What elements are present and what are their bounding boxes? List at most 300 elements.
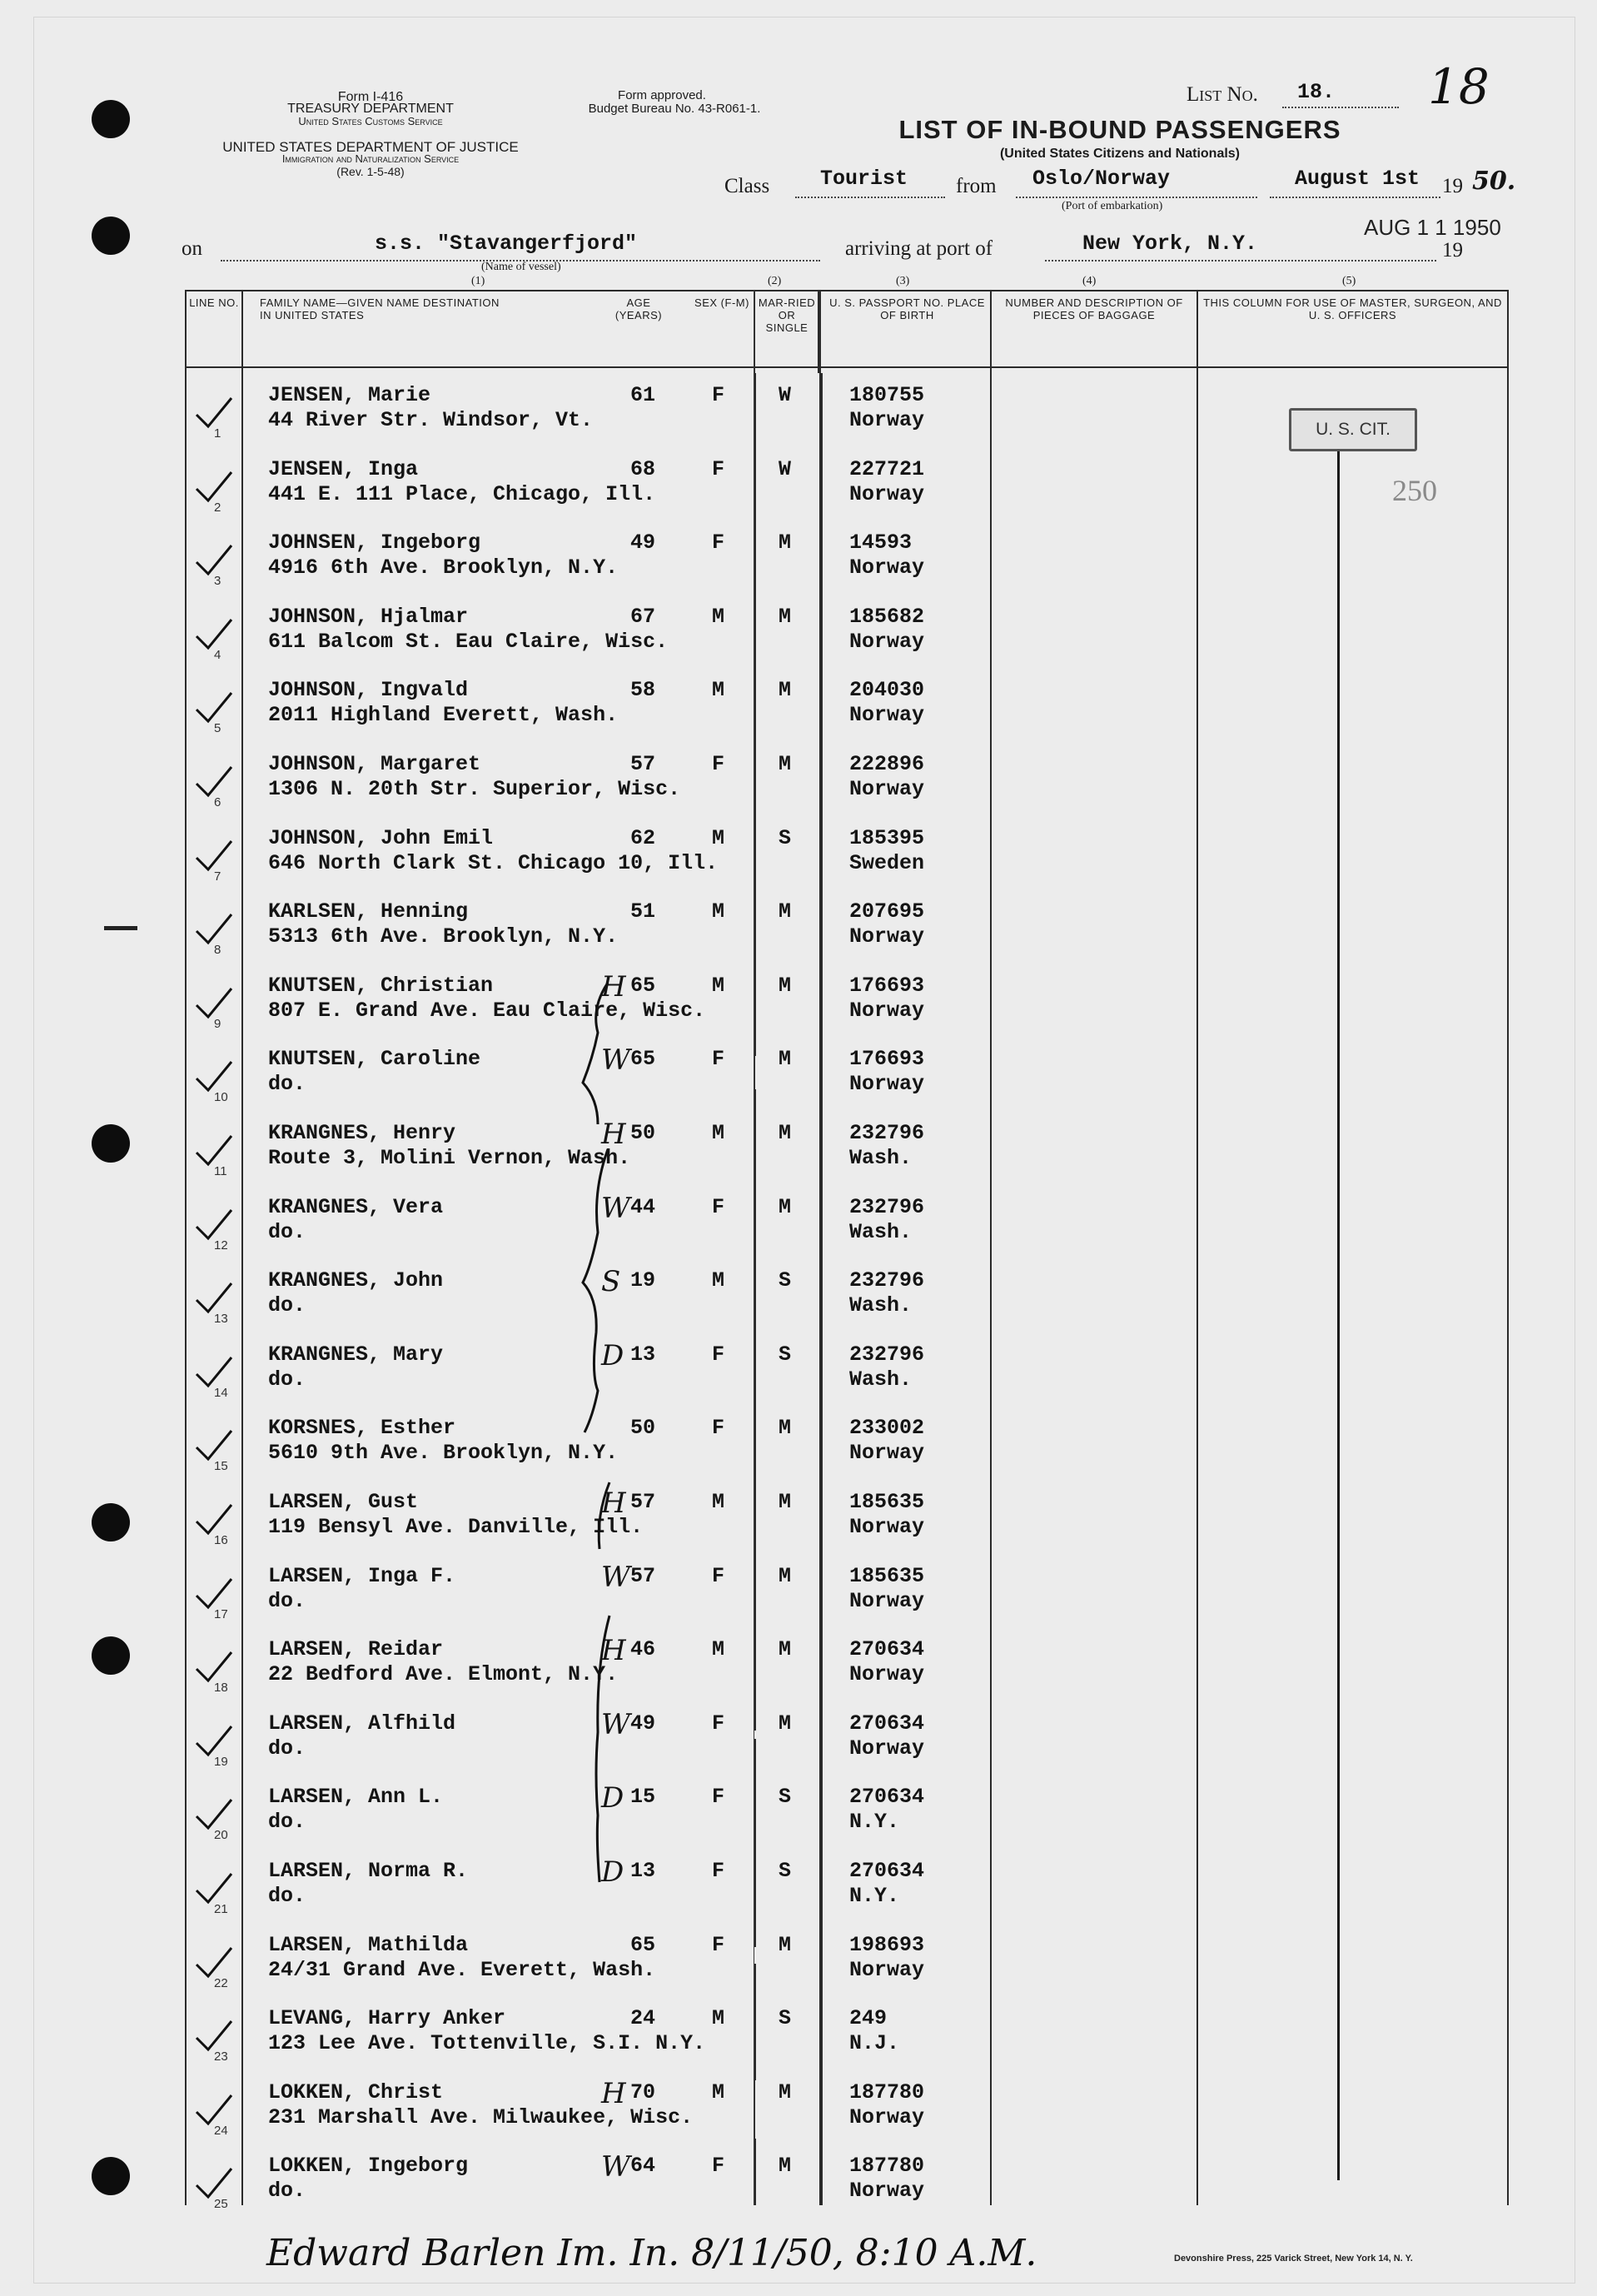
marital-status: S — [779, 1342, 792, 1367]
marital-status: M — [779, 2154, 792, 2179]
passenger-name: KRANGNES, Henry — [268, 1121, 456, 1145]
table-row — [185, 2072, 1509, 2146]
revision: (Rev. 1-5-48) — [336, 165, 405, 178]
arrival-date-stamp: AUG 1 1 1950 — [1364, 215, 1501, 240]
check-mark — [195, 1946, 233, 1980]
destination-address: 2011 Highland Everett, Wash. — [268, 703, 619, 728]
place-of-birth: Norway — [849, 1441, 925, 1466]
table-row — [185, 596, 1509, 670]
sex-value: M — [712, 1637, 725, 1662]
family-relation-note: H — [601, 2076, 626, 2110]
bracket-marks — [575, 983, 633, 2232]
line-number: 7 — [214, 869, 221, 884]
header-name: FAMILY NAME—GIVEN NAME DESTINATION IN UNITED STATES — [260, 296, 500, 321]
date-line — [1270, 197, 1440, 198]
marital-status: S — [779, 2006, 792, 2031]
inspector-signature: Edward Barlen Im. In. 8/11/50, 8:10 A.M. — [266, 2232, 1037, 2274]
passport-number: 207695 — [849, 899, 925, 924]
passport-number: 198693 — [849, 1932, 925, 1957]
passenger-name: JOHNSON, Margaret — [268, 752, 481, 776]
check-mark — [195, 913, 233, 946]
family-relation-note: H — [601, 1118, 626, 1151]
header-line-no: LINE NO. — [189, 296, 239, 309]
departure-date: August 1st — [1295, 167, 1420, 191]
line-number: 19 — [214, 1754, 228, 1769]
vessel-label: (Name of vessel) — [481, 261, 561, 273]
marital-status: M — [779, 1637, 792, 1662]
destination-address: 24/31 Grand Ave. Everett, Wash. — [268, 1957, 656, 1982]
age-value: 70 — [630, 2079, 656, 2104]
marital-status: M — [779, 1490, 792, 1514]
line-number: 11 — [214, 1164, 227, 1178]
passenger-name: LARSEN, Reidar — [268, 1637, 444, 1662]
check-mark — [195, 1356, 233, 1389]
table-row — [185, 449, 1509, 523]
treasury-dept: TREASURY DEPARTMENT — [287, 102, 454, 116]
line-number: 5 — [214, 721, 221, 736]
page-title: LIST OF IN-BOUND PASSENGERS — [898, 115, 1341, 144]
marital-status: S — [779, 1859, 792, 1883]
sex-value: M — [712, 678, 725, 703]
check-mark — [195, 1503, 233, 1536]
place-of-birth: Norway — [849, 555, 925, 580]
line-number: 15 — [214, 1459, 228, 1474]
list-no-label: List No. — [1187, 83, 1258, 106]
check-mark — [195, 544, 233, 577]
column-number: (5) — [1342, 275, 1356, 287]
table-row — [185, 1038, 1509, 1113]
sex-value: F — [712, 1711, 725, 1736]
passenger-name: KRANGNES, Vera — [268, 1194, 444, 1219]
from-line — [1016, 197, 1257, 198]
line-number: 4 — [214, 647, 221, 662]
family-relation-note: W — [601, 1043, 630, 1078]
form-number: Form I-416 — [337, 90, 404, 104]
destination-address: 807 E. Grand Ave. Eau Claire, Wisc. — [268, 998, 706, 1023]
line-number: 2 — [214, 500, 221, 515]
check-mark — [195, 1208, 233, 1242]
year-prefix-2: 19 — [1442, 239, 1463, 261]
passport-number: 270634 — [849, 1637, 925, 1662]
table-row — [185, 1187, 1509, 1261]
passport-number: 176693 — [849, 1047, 925, 1072]
header-officers: THIS COLUMN FOR USE OF MASTER, SURGEON, AND U. S. OFFICERS — [1203, 296, 1502, 321]
binder-hole — [92, 1124, 130, 1163]
destination-address: 119 Bensyl Ave. Danville, Ill. — [268, 1515, 644, 1539]
passenger-name: JENSEN, Marie — [268, 383, 431, 407]
table-row — [185, 1556, 1509, 1630]
passenger-name: JOHNSEN, Ingeborg — [268, 530, 481, 555]
table-row — [185, 1407, 1509, 1482]
passenger-name: KRANGNES, Mary — [268, 1342, 444, 1367]
marital-status: M — [779, 1932, 792, 1957]
marital-status: W — [779, 383, 792, 407]
passport-number: 270634 — [849, 1711, 925, 1736]
age-value: 65 — [630, 1047, 656, 1072]
year-value: 50. — [1472, 167, 1516, 196]
sex-value: F — [712, 1785, 725, 1810]
passport-number: 270634 — [849, 1785, 925, 1810]
age-value: 65 — [630, 1932, 656, 1957]
passenger-name: KNUTSEN, Christian — [268, 973, 494, 998]
passenger-name: KORSNES, Esther — [268, 1416, 456, 1441]
header-married: MAR-RIED OR SINGLE — [758, 296, 816, 334]
line-number: 22 — [214, 1975, 228, 1990]
passenger-name: JOHNSON, Hjalmar — [268, 604, 469, 629]
destination-address: do. — [268, 2179, 306, 2204]
class-label: Class — [724, 175, 770, 197]
sex-value: F — [712, 1194, 725, 1219]
sex-value: F — [712, 1047, 725, 1072]
passenger-table — [185, 290, 1509, 2212]
printer-imprint: Devonshire Press, 225 Varick Street, New York 14, N. Y. — [1174, 2254, 1413, 2264]
passport-number: 222896 — [849, 752, 925, 776]
passport-number: 249 — [849, 2006, 888, 2031]
destination-address: 123 Lee Ave. Tottenville, S.I. N.Y. — [268, 2031, 706, 2056]
marital-status: M — [779, 2079, 792, 2104]
sex-value: F — [712, 1416, 725, 1441]
family-relation-note: W — [601, 1191, 630, 1225]
family-relation-note: H — [601, 1634, 626, 1668]
table-row — [185, 2145, 1509, 2219]
destination-address: 22 Bedford Ave. Elmont, N.Y. — [268, 1662, 619, 1687]
line-number: 17 — [214, 1606, 228, 1621]
place-of-birth: Norway — [849, 2104, 925, 2129]
passenger-name: KRANGNES, John — [268, 1268, 444, 1293]
line-number: 9 — [214, 1016, 221, 1031]
destination-address: 5313 6th Ave. Brooklyn, N.Y. — [268, 924, 619, 949]
binder-hole — [92, 1636, 130, 1675]
on-label: on — [182, 237, 202, 260]
place-of-birth: Wash. — [849, 1367, 913, 1392]
sex-value: F — [712, 1932, 725, 1957]
header-sex: SEX (F-M) — [694, 296, 749, 309]
passenger-name: JOHNSON, John Emil — [268, 825, 494, 850]
place-of-birth: Sweden — [849, 850, 925, 875]
arrival-line — [1045, 260, 1436, 261]
place-of-birth: Norway — [849, 2179, 925, 2204]
table-row — [185, 965, 1509, 1039]
sex-value: M — [712, 825, 725, 850]
place-of-birth: Wash. — [849, 1293, 913, 1318]
destination-address: Route 3, Molini Vernon, Wash. — [268, 1146, 631, 1170]
family-relation-note: D — [601, 1781, 624, 1815]
marital-status: M — [779, 1563, 792, 1588]
passport-number: 180755 — [849, 383, 925, 407]
destination-address: do. — [268, 1810, 306, 1835]
sex-value: F — [712, 1342, 725, 1367]
line-number: 6 — [214, 795, 221, 809]
family-relation-note: H — [601, 969, 626, 1004]
age-value: 50 — [630, 1121, 656, 1145]
age-value: 13 — [630, 1342, 656, 1367]
place-of-birth: Wash. — [849, 1146, 913, 1170]
age-value: 51 — [630, 899, 656, 924]
sex-value: F — [712, 530, 725, 555]
form-approved: Form approved. — [618, 88, 706, 102]
from-value: Oslo/Norway — [1032, 167, 1171, 191]
age-value: 61 — [630, 383, 656, 407]
line-number: 24 — [214, 2123, 228, 2138]
check-mark — [195, 1060, 233, 1093]
table-row — [185, 891, 1509, 965]
place-of-birth: Norway — [849, 1588, 925, 1613]
place-of-birth: Norway — [849, 408, 925, 432]
class-line — [795, 197, 945, 198]
line-number: 1 — [214, 426, 221, 441]
destination-address: 5610 9th Ave. Brooklyn, N.Y. — [268, 1441, 619, 1466]
place-of-birth: Norway — [849, 998, 925, 1023]
place-of-birth: Norway — [849, 777, 925, 801]
marital-status: M — [779, 1416, 792, 1441]
passenger-name: LARSEN, Gust — [268, 1490, 419, 1514]
marital-status: M — [779, 973, 792, 998]
column-number: (1) — [471, 275, 485, 287]
destination-address: 611 Balcom St. Eau Claire, Wisc. — [268, 629, 669, 654]
age-value: 49 — [630, 1711, 656, 1736]
budget-bureau: Budget Bureau No. 43-R061-1. — [588, 102, 761, 116]
list-no-handwritten: 18 — [1428, 58, 1490, 115]
age-value: 15 — [630, 1785, 656, 1810]
marital-status: S — [779, 1268, 792, 1293]
arrival-port: New York, N.Y. — [1082, 232, 1258, 256]
check-mark — [195, 2167, 233, 2200]
table-row — [185, 818, 1509, 892]
arriving-label: arriving at port of — [845, 237, 993, 260]
marital-status: M — [779, 752, 792, 776]
passport-number: 187780 — [849, 2154, 925, 2179]
line-number: 20 — [214, 1828, 228, 1843]
marital-status: M — [779, 1711, 792, 1736]
passenger-name: KARLSEN, Henning — [268, 899, 469, 924]
passport-number: 185395 — [849, 825, 925, 850]
marital-status: M — [779, 899, 792, 924]
header-baggage: NUMBER AND DESCRIPTION OF PIECES OF BAGGAGE — [1005, 296, 1183, 321]
check-mark — [195, 2094, 233, 2127]
table-row — [185, 744, 1509, 818]
sex-value: M — [712, 1121, 725, 1145]
age-value: 57 — [630, 1490, 656, 1514]
age-value: 44 — [630, 1194, 656, 1219]
family-relation-note: H — [601, 1487, 626, 1520]
sex-value: M — [712, 899, 725, 924]
passport-number: 204030 — [849, 678, 925, 703]
check-mark — [195, 1282, 233, 1315]
from-label: from — [956, 175, 997, 197]
passenger-name: JENSEN, Inga — [268, 456, 419, 481]
table-row — [185, 1629, 1509, 1703]
passenger-name: LARSEN, Alfhild — [268, 1711, 456, 1736]
age-value: 67 — [630, 604, 656, 629]
place-of-birth: Norway — [849, 1736, 925, 1761]
age-value: 68 — [630, 456, 656, 481]
check-mark — [195, 1577, 233, 1611]
sex-value: M — [712, 1268, 725, 1293]
header-age: AGE (YEARS) — [614, 296, 663, 321]
check-mark — [195, 839, 233, 873]
column-number: (3) — [896, 275, 910, 287]
passport-number: 232796 — [849, 1121, 925, 1145]
check-mark — [195, 1134, 233, 1168]
marital-status: M — [779, 1121, 792, 1145]
place-of-birth: N.J. — [849, 2031, 900, 2056]
passport-number: 233002 — [849, 1416, 925, 1441]
destination-address: do. — [268, 1367, 306, 1392]
class-value: Tourist — [820, 167, 908, 191]
passport-number: 185635 — [849, 1563, 925, 1588]
passport-number: 14593 — [849, 530, 913, 555]
line-number: 18 — [214, 1681, 228, 1696]
destination-address: 1306 N. 20th Str. Superior, Wisc. — [268, 777, 681, 801]
line-number: 10 — [214, 1090, 228, 1105]
sex-value: M — [712, 973, 725, 998]
passenger-name: LARSEN, Ann L. — [268, 1785, 444, 1810]
destination-address: 231 Marshall Ave. Milwaukee, Wisc. — [268, 2104, 694, 2129]
table-row — [185, 1113, 1509, 1187]
us-citizen-stamp: U. S. CIT. — [1289, 408, 1417, 451]
margin-mark — [104, 926, 137, 930]
age-value: 49 — [630, 530, 656, 555]
table-row — [185, 1334, 1509, 1408]
age-value: 13 — [630, 1859, 656, 1883]
sex-value: M — [712, 2006, 725, 2031]
justice-dept: UNITED STATES DEPARTMENT OF JUSTICE — [222, 139, 519, 155]
destination-address: do. — [268, 1072, 306, 1097]
check-mark — [195, 987, 233, 1020]
page-subtitle: (United States Citizens and Nationals) — [999, 147, 1241, 161]
check-mark — [195, 765, 233, 799]
check-mark — [195, 2020, 233, 2053]
destination-address: 441 E. 111 Place, Chicago, Ill. — [268, 481, 656, 506]
line-number: 21 — [214, 1902, 228, 1916]
check-mark — [195, 1651, 233, 1684]
header-passport: U. S. PASSPORT NO. PLACE OF BIRTH — [829, 296, 985, 321]
destination-address: do. — [268, 1293, 306, 1318]
column-number: (2) — [768, 275, 782, 287]
age-value: 19 — [630, 1268, 656, 1293]
check-mark — [195, 1429, 233, 1462]
line-number: 3 — [214, 574, 221, 589]
age-value: 62 — [630, 825, 656, 850]
destination-address: do. — [268, 1736, 306, 1761]
customs-service: United States Customs Service — [298, 115, 443, 127]
place-of-birth: Norway — [849, 703, 925, 728]
passenger-name: LARSEN, Norma R. — [268, 1859, 469, 1883]
place-of-birth: Norway — [849, 629, 925, 654]
sex-value: M — [712, 2079, 725, 2104]
line-number: 14 — [214, 1385, 228, 1400]
table-row — [185, 522, 1509, 596]
passenger-name: KNUTSEN, Caroline — [268, 1047, 481, 1072]
table-row — [185, 1925, 1509, 1999]
place-of-birth: Norway — [849, 481, 925, 506]
sex-value: F — [712, 752, 725, 776]
passport-number: 185682 — [849, 604, 925, 629]
table-row — [185, 1260, 1509, 1334]
place-of-birth: Norway — [849, 1515, 925, 1539]
place-of-birth: Wash. — [849, 1219, 913, 1244]
sex-value: F — [712, 1859, 725, 1883]
place-of-birth: N.Y. — [849, 1884, 900, 1908]
destination-address: 44 River Str. Windsor, Vt. — [268, 408, 594, 432]
age-value: 57 — [630, 1563, 656, 1588]
count-stamp: 250 — [1392, 474, 1437, 507]
passenger-name: LEVANG, Harry Anker — [268, 2006, 506, 2031]
sex-value: M — [712, 604, 725, 629]
year-prefix: 19 — [1442, 175, 1463, 197]
passport-number: 176693 — [849, 973, 925, 998]
place-of-birth: Norway — [849, 1662, 925, 1687]
binder-hole — [92, 217, 130, 255]
line-number: 23 — [214, 2049, 228, 2064]
sex-value: F — [712, 1563, 725, 1588]
marital-status: M — [779, 678, 792, 703]
table-top-border — [185, 290, 1509, 291]
age-value: 65 — [630, 973, 656, 998]
age-value: 50 — [630, 1416, 656, 1441]
marital-status: W — [779, 456, 792, 481]
table-row — [185, 1998, 1509, 2072]
passport-number: 185635 — [849, 1490, 925, 1514]
line-number: 12 — [214, 1238, 228, 1253]
destination-address: 646 North Clark St. Chicago 10, Ill. — [268, 850, 719, 875]
place-of-birth: N.Y. — [849, 1810, 900, 1835]
line-number: 8 — [214, 943, 221, 958]
sex-value: F — [712, 456, 725, 481]
marital-status: S — [779, 1785, 792, 1810]
passport-number: 227721 — [849, 456, 925, 481]
passport-number: 232796 — [849, 1342, 925, 1367]
column-number: (4) — [1082, 275, 1097, 287]
table-row — [185, 670, 1509, 744]
destination-address: do. — [268, 1588, 306, 1613]
sex-value: F — [712, 383, 725, 407]
place-of-birth: Norway — [849, 1957, 925, 1982]
age-value: 57 — [630, 752, 656, 776]
age-value: 46 — [630, 1637, 656, 1662]
ins-service: Immigration and Naturalization Service — [281, 152, 460, 165]
passenger-name: JOHNSON, Ingvald — [268, 678, 469, 703]
check-mark — [195, 691, 233, 725]
age-value: 24 — [630, 2006, 656, 2031]
family-relation-note: W — [601, 1560, 630, 1594]
marital-status: M — [779, 604, 792, 629]
binder-hole — [92, 1503, 130, 1541]
passport-number: 187780 — [849, 2079, 925, 2104]
table-row — [185, 1482, 1509, 1556]
line-number: 16 — [214, 1533, 228, 1547]
check-mark — [195, 618, 233, 651]
passenger-name: LARSEN, Mathilda — [268, 1932, 469, 1957]
check-mark — [195, 1872, 233, 1905]
list-no-value: 18. — [1297, 80, 1336, 104]
family-relation-note: W — [601, 1707, 630, 1741]
passenger-name: LOKKEN, Ingeborg — [268, 2154, 469, 2179]
destination-address: do. — [268, 1219, 306, 1244]
table-row — [185, 1703, 1509, 1777]
destination-address: 4916 6th Ave. Brooklyn, N.Y. — [268, 555, 619, 580]
family-relation-note: D — [601, 1338, 624, 1372]
marital-status: M — [779, 530, 792, 555]
destination-address: do. — [268, 1884, 306, 1908]
passport-number: 270634 — [849, 1859, 925, 1883]
age-value: 58 — [630, 678, 656, 703]
list-no-line — [1282, 107, 1399, 108]
check-mark — [195, 396, 233, 430]
binder-hole — [92, 2157, 130, 2195]
age-value: 64 — [630, 2154, 656, 2179]
passenger-name: LOKKEN, Christ — [268, 2079, 444, 2104]
